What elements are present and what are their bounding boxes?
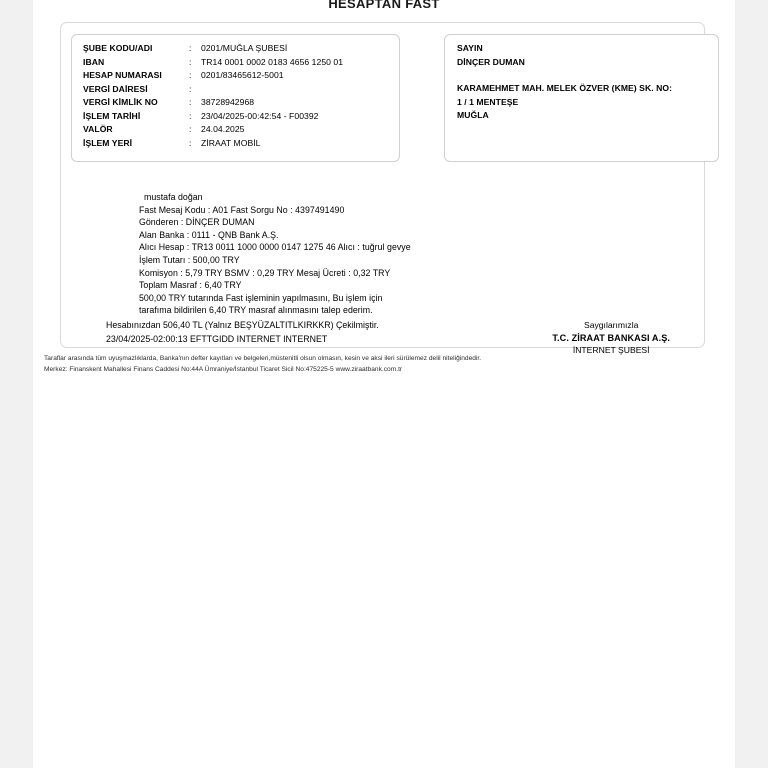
table-row — [83, 83, 393, 97]
transaction-line: Fast Mesaj Kodu : A01 Fast Sorgu No : 4397491490 — [139, 204, 345, 215]
transaction-line: İşlem Tutarı : 500,00 TRY — [139, 254, 240, 265]
table-row — [83, 42, 393, 56]
field-separator: : — [189, 70, 192, 80]
spacer — [457, 69, 710, 82]
field-value: TR14 0001 0002 0183 4656 1250 01 — [201, 56, 344, 67]
field-value: 24.04.2025 — [201, 124, 245, 134]
account-detail-list — [83, 42, 393, 150]
field-label: İŞLEM TARİHİ — [83, 110, 141, 121]
recipient-info-card — [444, 34, 719, 162]
recipient-address-line-1: KARAMEHMET MAH. MELEK ÖZVER (KME) SK. NO: — [457, 83, 672, 93]
recipient-address-line-2: 1 / 1 MENTEŞE — [457, 96, 519, 107]
transaction-line: tarafıma bildirilen 6,40 TRY masraf alınmasını talep ederim. — [139, 305, 373, 316]
field-label: VERGİ KİMLİK NO — [83, 97, 158, 107]
field-separator: : — [189, 83, 192, 94]
transaction-line: Gönderen : DİNÇER DUMAN — [139, 217, 255, 228]
recipient-address-line-3: MUĞLA — [457, 110, 489, 120]
field-value: 0201/MUĞLA ŞUBESİ — [201, 43, 288, 53]
field-value: 38728942968 — [201, 97, 255, 107]
signature-bank-name: T.C. ZİRAAT BANKASI A.Ş. — [552, 332, 670, 343]
field-label: VALÖR — [83, 124, 113, 134]
table-row — [83, 110, 393, 124]
withdrawal-amount-line: Hesabınızdan 506,40 TL (Yalnız BEŞYÜZALTITLKIRKKR) Çekilmiştir. — [106, 320, 379, 330]
recipient-name: DİNÇER DUMAN — [457, 56, 525, 67]
field-separator: : — [189, 43, 192, 53]
receipt-container — [60, 22, 705, 356]
info-cards-row — [71, 34, 696, 162]
transaction-line: 500,00 TRY tutarında Fast işleminin yapılmasını, Bu işlem için — [139, 292, 383, 303]
signature-branch: İNTERNET ŞUBESİ — [572, 345, 650, 356]
field-value: 0201/83465612-5001 — [201, 70, 284, 80]
fineprint-line-1: Taraflar arasında tüm uyuşmazlıklarda, Banka'nın defter kayıtları ve belgeleri,müstenitli olsun olmasın, kesin ve aksi ileri sürülemez delil niteliğindedir. — [44, 355, 482, 362]
legal-fineprint — [44, 353, 744, 375]
withdrawal-reference-line: 23/04/2025-02:00:13 EFTTGIDD INTERNET INTERNET — [106, 333, 328, 344]
field-label: İŞLEM YERİ — [83, 137, 133, 148]
transaction-line: mustafa doğan — [144, 192, 203, 202]
transaction-line: Toplam Masraf : 6,40 TRY — [139, 280, 242, 291]
field-label: VERGİ DAİRESİ — [83, 83, 148, 94]
table-row — [83, 56, 393, 70]
signature-block — [552, 319, 692, 357]
field-separator: : — [189, 97, 192, 107]
transaction-line: Alan Banka : 0111 - QNB Bank A.Ş. — [139, 229, 279, 240]
table-row — [83, 137, 393, 151]
field-label: IBAN — [83, 56, 105, 67]
document-page — [33, 0, 735, 768]
recipient-address-block — [457, 42, 710, 123]
account-info-card — [71, 34, 400, 162]
field-value: ZİRAAT MOBİL — [201, 137, 261, 148]
table-row — [83, 96, 393, 110]
field-separator: : — [189, 124, 192, 134]
field-value: 23/04/2025-00:42:54 - F00392 — [201, 110, 319, 121]
field-label: ŞUBE KODU/ADI — [83, 43, 153, 53]
transaction-line: Alıcı Hesap : TR13 0011 1000 0000 0147 1275 46 Alıcı : tuğrul gevye — [139, 242, 411, 253]
table-row — [83, 123, 393, 137]
field-separator: : — [189, 137, 192, 148]
transaction-line: Komisyon : 5,79 TRY BSMV : 0,29 TRY Mesaj Ücreti : 0,32 TRY — [139, 267, 391, 278]
page-title: HESAPTAN FAST — [328, 0, 440, 11]
field-label: HESAP NUMARASI — [83, 70, 162, 80]
transaction-details-block — [139, 191, 609, 317]
recipient-salutation: SAYIN — [457, 43, 483, 53]
table-row — [83, 69, 393, 83]
withdrawal-summary — [106, 319, 379, 346]
field-separator: : — [189, 56, 192, 67]
field-separator: : — [189, 110, 192, 121]
fineprint-line-2: Merkez: Finanskent Mahallesi Finans Caddesi No:44A Ümraniye/İstanbul Ticaret Sicil No:475225-5 www.ziraatbank.com.tr — [44, 366, 403, 373]
summary-row — [106, 319, 692, 357]
signature-regards: Saygılarımızla — [583, 320, 639, 330]
